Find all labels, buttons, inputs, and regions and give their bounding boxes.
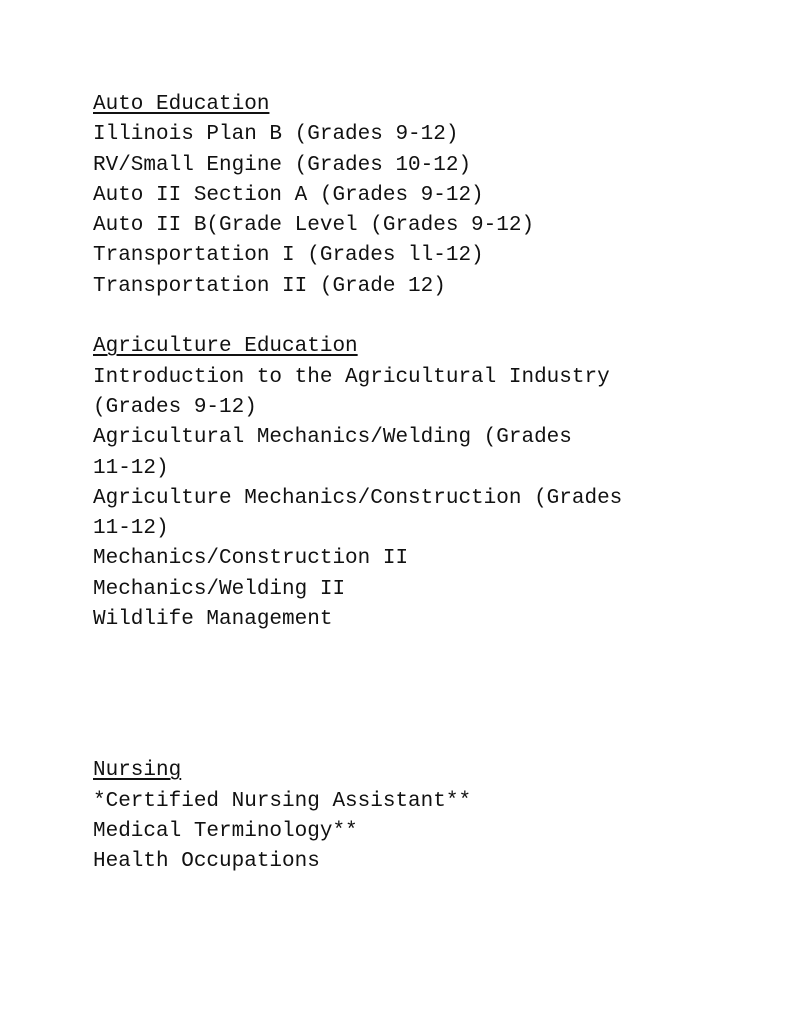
course-line: Agriculture Mechanics/Construction (Grades xyxy=(93,486,623,510)
course-line: Mechanics/Welding II xyxy=(93,577,346,601)
spacer xyxy=(93,635,733,756)
course-line: Transportation I (Grades ll-12) xyxy=(93,244,484,268)
course-line: 11-12) xyxy=(93,517,169,541)
section-heading: Nursing xyxy=(93,759,182,783)
course-line: Mechanics/Construction II xyxy=(93,547,409,571)
section-nursing xyxy=(93,756,733,877)
course-line: Wildlife Management xyxy=(93,608,333,632)
course-line: 11-12) xyxy=(93,456,169,480)
course-line: Illinois Plan B (Grades 9-12) xyxy=(93,123,459,147)
course-line: (Grades 9-12) xyxy=(93,395,257,419)
section-agriculture-education xyxy=(93,332,733,635)
course-line: Health Occupations xyxy=(93,850,320,874)
course-line: Agricultural Mechanics/Welding (Grades xyxy=(93,426,572,450)
course-line: *Certified Nursing Assistant** xyxy=(93,789,472,813)
course-line: Auto II Section A (Grades 9-12) xyxy=(93,183,484,207)
course-line: Auto II B(Grade Level (Grades 9-12) xyxy=(93,214,535,238)
document-page xyxy=(93,90,733,878)
course-line: Introduction to the Agricultural Industry xyxy=(93,365,610,389)
course-line: Transportation II (Grade 12) xyxy=(93,274,446,298)
section-auto-education xyxy=(93,90,733,302)
spacer xyxy=(93,302,733,332)
section-heading: Agriculture Education xyxy=(93,335,358,359)
course-line: Medical Terminology** xyxy=(93,819,358,843)
section-heading: Auto Education xyxy=(93,93,270,116)
course-line: RV/Small Engine (Grades 10-12) xyxy=(93,153,472,177)
